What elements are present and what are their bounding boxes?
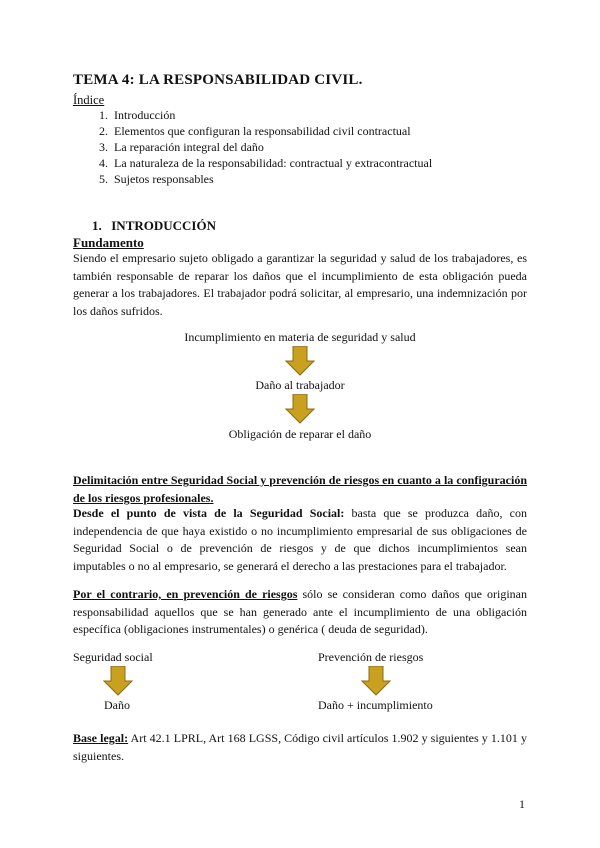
index-label: Índice (73, 93, 105, 107)
arrow-shape (104, 666, 132, 695)
compare-left-label: Seguridad social (73, 650, 153, 664)
legal-basis-label: Base legal: (73, 731, 129, 745)
table-of-contents (86, 107, 432, 187)
toc-item: 4. La naturaleza de la responsabilidad: contractual y extracontractual (99, 156, 433, 170)
legal-basis (73, 730, 527, 765)
intro-paragraph: Siendo el empresario sujeto obligado a garantizar la seguridad y salud de los trabajadores, es también responsable de reparar los daños que el incumplimiento de esta obligación pueda generar a los trabajadores. El trabajador podrá solicitar, al empresario, una indemnización por los daños sufridos. (73, 251, 527, 318)
flow-step-1: Incumplimiento en materia de seguridad y salud (184, 330, 416, 344)
subheading-fundamento: Fundamento (73, 235, 144, 250)
ss-text: basta que se produzca daño, con independencia de que haya existido o no incumplimiento empresarial de sus obligaciones de Seguridad Social o de prevención de riesgos y de que dichos incumplimientos sean imputables o no al empresario, se generará el derecho a las prestaciones para el trabajador. (73, 506, 527, 573)
pr-lead: Por el contrario, en prevención de riesgos (73, 587, 298, 601)
toc-item-label: Elementos que configuran la responsabilidad civil contractual (114, 124, 411, 138)
compare-left-result: Daño (104, 698, 130, 712)
down-arrow-icon (361, 666, 391, 696)
down-arrow-icon (103, 666, 133, 696)
toc-item: 2. Elementos que configuran la responsabilidad civil contractual (99, 124, 411, 138)
down-arrow-icon (285, 394, 315, 424)
pr-text: sólo se consideran como daños que originan responsabilidad aquellos que se han generado ante el incumplimiento de una obligación específica (obligaciones instrumentales) o genérica ( deuda de seguridad). (73, 587, 527, 636)
ss-lead: Desde el punto de vista de la Seguridad Social: (73, 506, 345, 520)
down-arrow-icon (285, 346, 315, 376)
compare-right-label: Prevención de riesgos (318, 650, 424, 664)
delimitation-heading: Delimitación entre Seguridad Social y prevención de riesgos en cuanto a la configuración de los riesgos profesionales. (73, 473, 527, 505)
document-title: TEMA 4: LA RESPONSABILIDAD CIVIL. (73, 72, 363, 88)
toc-item-label: La naturaleza de la responsabilidad: contractual y extracontractual (114, 156, 433, 170)
pr-paragraph (73, 586, 527, 639)
arrow-shape (362, 666, 390, 695)
page-number: 1 (519, 797, 525, 811)
compare-right-result: Daño + incumplimiento (318, 698, 433, 712)
flow-step-3: Obligación de reparar el daño (228, 427, 372, 441)
toc-item-label: Introducción (114, 108, 176, 122)
toc-item-label: La reparación integral del daño (114, 140, 264, 154)
toc-item: 3. La reparación integral del daño (99, 140, 264, 154)
toc-item-label: Sujetos responsables (114, 172, 214, 186)
arrow-shape (286, 346, 314, 375)
legal-basis-text: Art 42.1 LPRL, Art 168 LGSS, Código civil artículos 1.902 y siguientes y 1.101 y siguientes. (73, 731, 527, 763)
toc-item: 5. Sujetos responsables (99, 172, 214, 186)
arrow-shape (286, 394, 314, 423)
ss-paragraph (73, 505, 527, 575)
section-heading: 1. INTRODUCCIÓN (92, 218, 216, 233)
flow-step-2: Daño al trabajador (255, 378, 345, 392)
toc-item: 1. Introducción (99, 108, 176, 122)
